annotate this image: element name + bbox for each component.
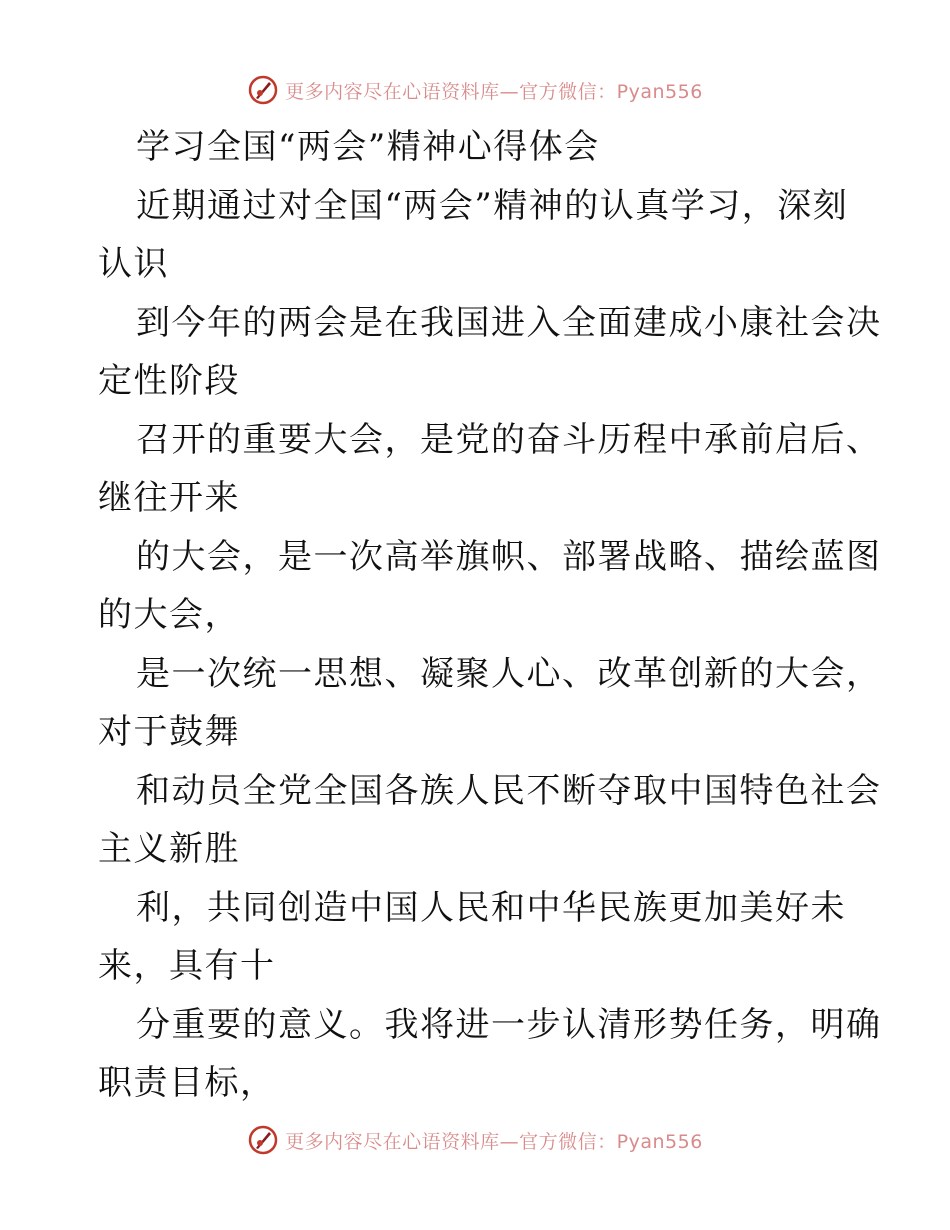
text-line: 来，具有十 bbox=[98, 946, 276, 986]
quill-circle-logo-icon bbox=[247, 1124, 279, 1156]
text-line: 近期通过对全国“两会”精神的认真学习，深刻 bbox=[136, 185, 849, 226]
text-line: 利，共同创造中国人民和中华民族更加美好未 bbox=[136, 887, 846, 928]
text-line: 的大会，是一次高举旗帜、部署战略、描绘蓝图 bbox=[136, 536, 882, 577]
header-watermark bbox=[0, 70, 950, 110]
text-line: 和动员全党全国各族人民不断夺取中国特色社会 bbox=[136, 770, 882, 811]
watermark-text: 更多内容尽在心语资料库—官方微信：Pyan556 bbox=[285, 80, 703, 103]
text-line: 主义新胜 bbox=[98, 829, 240, 869]
text-line: 分重要的意义。我将进一步认清形势任务，明确 bbox=[136, 1004, 882, 1045]
text-line: 定性阶段 bbox=[98, 361, 240, 401]
document-title: 学习全国“两会”精神心得体会 bbox=[136, 127, 600, 167]
text-line: 到今年的两会是在我国进入全面建成小康社会决 bbox=[136, 302, 882, 343]
text-line: 职责目标， bbox=[98, 1063, 276, 1103]
text-line: 认识 bbox=[98, 244, 169, 284]
text-line: 继往开来 bbox=[98, 478, 240, 518]
quill-circle-logo-icon bbox=[247, 74, 279, 106]
text-line: 是一次统一思想、凝聚人心、改革创新的大会， bbox=[136, 653, 882, 694]
text-line: 的大会， bbox=[98, 595, 240, 635]
footer-watermark bbox=[0, 1120, 950, 1160]
text-line: 对于鼓舞 bbox=[98, 712, 240, 752]
watermark-text: 更多内容尽在心语资料库—官方微信：Pyan556 bbox=[285, 1130, 703, 1153]
document-body bbox=[98, 118, 882, 1113]
text-line: 召开的重要大会，是党的奋斗历程中承前启后、 bbox=[136, 419, 882, 460]
